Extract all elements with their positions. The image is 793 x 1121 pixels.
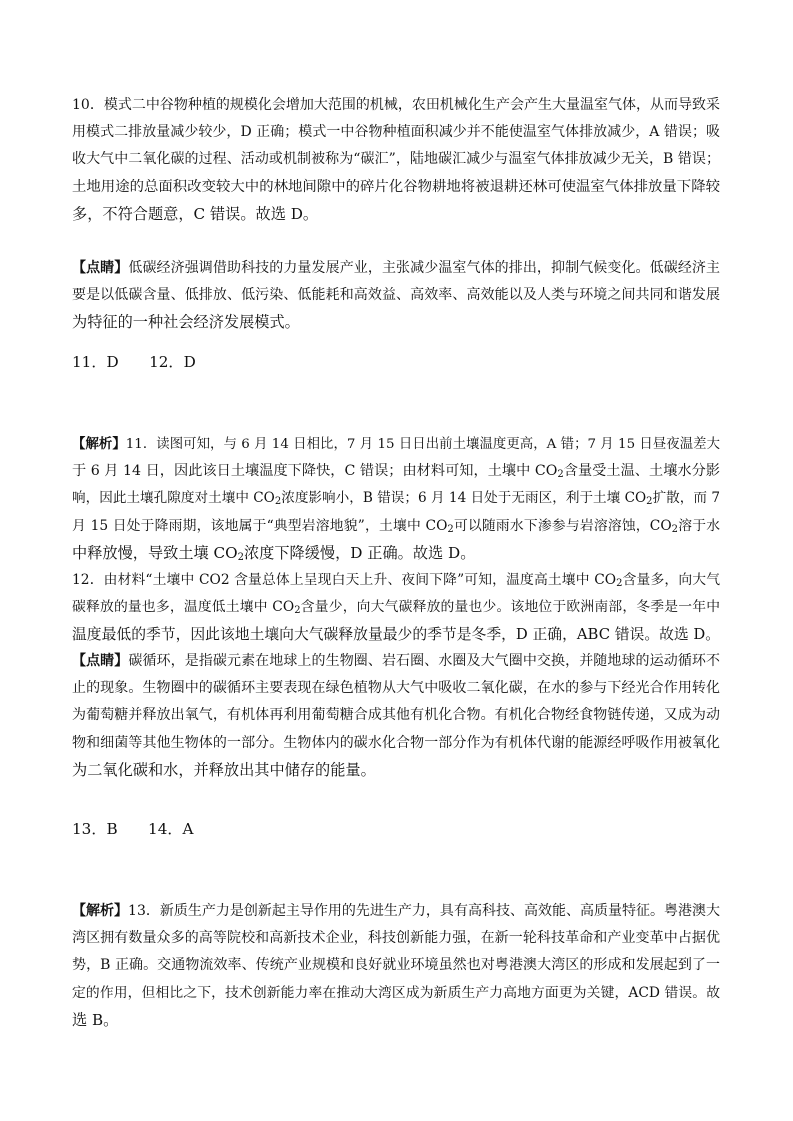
text-line (72, 648, 720, 675)
subscript: 2 (616, 578, 623, 590)
text-span: 浓度影响小，B 错误；6 月 14 日处于无雨区，利于土壤 CO (281, 490, 647, 507)
answers-11-12: 11．D 12．D (72, 353, 196, 371)
text-line (72, 431, 720, 458)
subscript: 2 (557, 469, 564, 481)
text-line: 用模式二排放量减少较少，D 正确；模式一中谷物种植面积减少并不能使温室气体排放减少，A 错误；吸 (72, 124, 720, 141)
jiexi-tag: 【解析】 (72, 436, 126, 452)
text-line (72, 485, 720, 512)
text-line: 为二氧化碳和水，并释放出其中储存的能量。 (72, 760, 376, 779)
subscript: 2 (447, 523, 454, 535)
text-line (72, 898, 720, 925)
text-span: 溶于水 (678, 517, 721, 534)
text-line (72, 513, 720, 540)
text-line: 定的作用，但相比之下，技术创新能力率在推动大湾区成为新质生产力高地方面更为关键，ACD 错误。故 (72, 984, 720, 1001)
jiexi-13-14 (72, 898, 720, 1034)
text-span: 可以随雨水下渗参与岩溶溶蚀，CO (453, 517, 672, 534)
text-line: 选 B。 (72, 1010, 119, 1029)
jiexi-11-12 (72, 431, 720, 649)
text-span: 月 15 日处于降雨期，该地属于“典型岩溶地貌”，土壤中 CO (72, 517, 448, 534)
text-span: 低碳经济强调借助科技的力量发展产业，主张减少温室气体的排出，抑制气候变化。低碳经济主 (128, 260, 721, 276)
text-span: 响，因此土壤孔隙度对土壤中 CO (72, 490, 275, 507)
text-span: 含量多，向大气 (622, 572, 720, 589)
text-span: 13．新质生产力是创新起主导作用的先进生产力，具有高科技、高效能、高质量特征。粤港澳大 (128, 903, 721, 919)
text-span: 碳释放的量也多，温度低土壤中 CO (72, 599, 295, 616)
text-span: 于 6 月 14 日，因此该日土壤温度下降快，C 错误；由材料可知，土壤中 CO (72, 463, 558, 480)
jiexi-tag: 【解析】 (72, 903, 129, 919)
text-line: 势，B 正确。交通物流效率、传统产业规模和良好就业环境虽然也对粤港澳大湾区的形成和发展起到了一 (72, 957, 720, 974)
text-line: 10．模式二中谷物种植的规模化会增加大范围的机械，农田机械化生产会产生大量温室气体，从而导致采 (72, 97, 720, 113)
dianjing-note-2 (72, 648, 720, 784)
dianjing-tag: 【点睛】 (72, 653, 129, 669)
text-line (72, 255, 720, 282)
text-line: 收大气中二氧化碳的过程、活动或机制被称为“碳汇”，陆地碳汇减少与温室气体排放减少无关，B 错误； (72, 151, 720, 168)
text-line: 温度最低的季节，因此该地土壤向大气碳释放量最少的季节是冬季，D 正确，ABC 错误。故选 D。 (72, 626, 721, 644)
text-span: 浓度下降缓慢，D 正确。故选 D。 (243, 543, 476, 562)
text-line: 多，不符合题意，C 错误。故选 D。 (72, 204, 319, 223)
dianjing-tag: 【点睛】 (72, 260, 129, 276)
subscript: 2 (274, 496, 282, 508)
dianjing-note-1 (72, 255, 720, 337)
text-span: 12．由材料“土壤中 CO2 含量总体上呈现白天上升、夜间下降”可知，温度高土壤中 CO (72, 572, 617, 589)
subscript: 2 (237, 551, 244, 563)
text-span: 扩散，而 7 (652, 490, 720, 507)
text-line: 要是以低碳含量、低排放、低污染、低能耗和高效益、高效率、高效能以及人类与环境之间共同和谐发展 (72, 287, 720, 304)
text-line: 为特征的一种社会经济发展模式。 (72, 313, 300, 332)
text-line (72, 594, 720, 621)
text-line (72, 567, 720, 594)
subscript: 2 (646, 496, 653, 508)
text-line: 湾区拥有数量众多的高等院校和高新技术企业，科技创新能力强，在新一轮科技革命和产业变革中占据优 (72, 930, 720, 947)
text-span: 11．读图可知，与 6 月 14 日相比，7 月 15 日日出前土壤温度更高，A 错；7 月 15 日昼夜温差大 (125, 437, 720, 452)
text-span: 含量受土温、土壤水分影 (563, 463, 720, 480)
text-line: 土地用途的总面积改变较大中的林地间隙中的碎片化谷物耕地将被退耕还林可使温室气体排放量下降较 (72, 178, 720, 195)
answers-13-14: 13．B 14．A (72, 820, 194, 838)
text-span: 碳循环，是指碳元素在地球上的生物圈、岩石圈、水圈及大气圈中交换，并随地球的运动循环不 (128, 653, 721, 669)
text-span: 含量少，向大气碳释放的量也少。该地位于欧洲南部，冬季是一年中 (300, 599, 720, 616)
subscript: 2 (671, 523, 679, 535)
subscript: 2 (294, 605, 301, 617)
text-line: 止的现象。生物圈中的碳循环主要表现在绿色植物从大气中吸收二氧化碳，在水的参与下经光合作用转化 (72, 680, 720, 697)
text-line (72, 540, 720, 567)
text-line: 物和细菌等其他生物体的一部分。生物体内的碳水化合物一部分作为有机体代谢的能源经呼吸作用被氧化 (72, 734, 720, 751)
text-line: 为葡萄糖并释放出氧气，有机体再利用葡萄糖合成其他有机化合物。有机化合物经食物链传递，又成为动 (72, 707, 720, 724)
text-span: 中释放慢，导致土壤 CO (72, 543, 238, 562)
text-line (72, 458, 720, 485)
explanation-q10 (72, 92, 720, 228)
